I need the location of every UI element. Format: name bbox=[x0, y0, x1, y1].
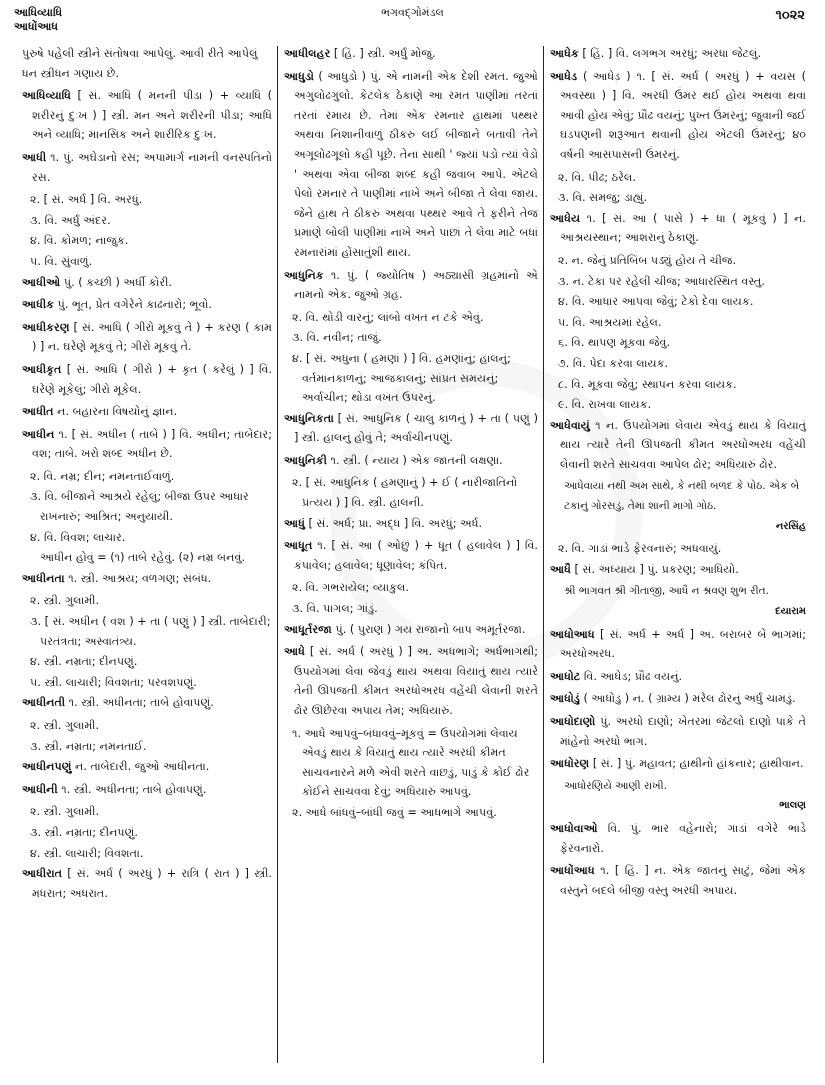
definition: ૧. સ્ત્રી. આશ્રય; વળગણ; સંબંધ. bbox=[64, 571, 212, 585]
dictionary-entry bbox=[22, 864, 272, 903]
headword: આધીનતા bbox=[22, 571, 65, 585]
dictionary-entry bbox=[284, 620, 538, 640]
sense: ૩. [ સં. અધીન ( વશ ) + તા ( પણું ) ] સ્ત્રી. તાબેદારી; પરતંત્રતા; અસ્વાતંત્ર્ય. bbox=[30, 615, 271, 648]
sense: ૨. સ્ત્રી. ગુલામી. bbox=[30, 594, 100, 608]
dictionary-entry bbox=[550, 754, 806, 774]
definition: [ સં. અર્ધ + અર્ધ ] અ. બરાબર બે ભાગમાં; અરધોઅરધ. bbox=[560, 627, 806, 661]
sense: ૩. વિ. નવીન; તાજું. bbox=[292, 331, 382, 345]
continued-text: પુરુષે પહેલી સ્ત્રીને સંતોષવા આપેલું. આવી રીતે આપેલું ધન સ્ત્રીધન ગણાય છે. bbox=[22, 47, 258, 80]
sense: ૭. વિ. પેદા કરવા લાયક. bbox=[558, 356, 669, 370]
headword: આધોંઆધ bbox=[550, 864, 595, 878]
dictionary-entry bbox=[284, 266, 538, 305]
sense: ૨. વિ. પીઢ; ઠરેલ. bbox=[558, 170, 636, 184]
column-3 bbox=[550, 44, 806, 1077]
sense: ૩. વિ. પાગલ; ગાંડું. bbox=[292, 602, 378, 616]
guide-word-last: આધોંઆધ bbox=[14, 20, 58, 33]
definition: [ સં. અર્ધ ( અરધું ) + રાત્રિ ( રાત ) ] સ્ત્રી. મધરાત; અધરાત. bbox=[32, 867, 272, 900]
dictionary-entry bbox=[550, 67, 806, 165]
dictionary-entry bbox=[22, 318, 272, 357]
dictionary-entry bbox=[550, 689, 806, 709]
headword: આધી bbox=[22, 150, 47, 164]
definition: પું. ભૂત, પ્રેત વગેરેને કાઢનારો; ભૂવો. bbox=[54, 298, 212, 312]
definition: [ સં. અર્ધ; પ્રા. અદ્ધ ] વિ. અરધું; અર્ધ. bbox=[304, 516, 483, 530]
headword: આધૈ bbox=[550, 562, 571, 576]
sense: ૨. ન. જેનું પ્રતિબિંબ પડ્યું હોય તે ચીજ. bbox=[558, 253, 737, 267]
headword: આધૂર્તરજા bbox=[284, 622, 332, 636]
definition: [ હિં. ] વિ. લગભગ અરધું; અરધા જેટલું. bbox=[578, 47, 762, 60]
guide-word-first: આધિવ્યાધિ bbox=[14, 6, 63, 19]
sense: ૨. [ સં. અર્ધ ] વિ. અરધું. bbox=[30, 193, 143, 207]
dictionary-entry bbox=[550, 416, 806, 475]
definition: ૧. [ સં. અધીન ( તાબે ) ] વિ. અધીન; તાબેદાર; વશ; તાબે. ખરો શબ્દ અધીન છે. bbox=[32, 427, 272, 461]
definition: ન. બહારના વિષયોનું જ્ઞાન. bbox=[53, 405, 178, 419]
definition: ૧. સ્ત્રી. અધીનતા; તાબે હોવાપણું. bbox=[57, 782, 207, 796]
dictionary-entry bbox=[22, 148, 272, 187]
headword: આધે bbox=[284, 645, 305, 659]
definition: [ હિં. ] સ્ત્રી. અર્ધું મોજું. bbox=[330, 47, 436, 60]
headword: આધીલહર bbox=[284, 47, 331, 60]
headword: આધીક bbox=[22, 298, 55, 312]
definition: ૧. સ્ત્રી. ( ન્યાય ) એક જાતની લક્ષણા. bbox=[326, 453, 503, 467]
sense: ૩. વિ. સમજુ; ડાહ્યું. bbox=[558, 191, 648, 205]
definition: ૧. [ સં. આ ( ઓછું ) + ધૂત ( હલાવેલ ) ] વિ. કંપાવેલ; હલાવેલ; ધૂણાવેલ; કંપિત. bbox=[294, 539, 538, 572]
headword: આધૂત bbox=[284, 539, 313, 553]
dictionary-entry bbox=[284, 536, 538, 575]
definition: [ સં. અધ્યાય ] પું. પ્રકરણ; આધિયો. bbox=[570, 562, 739, 576]
sense: ૫. વિ. આશ્રયમાં રહેલ. bbox=[558, 315, 662, 329]
dictionary-entry bbox=[550, 861, 806, 900]
definition: પું. ( પુરાણ ) ગય રાજાનો બાપ અમૂર્તરજા. bbox=[331, 622, 526, 636]
dictionary-entry bbox=[22, 86, 272, 145]
headword: આધીરાત bbox=[22, 867, 63, 881]
sense: ૨. વિ. થોડી વારનું; લાંબો વખત ન ટકે એવું. bbox=[292, 310, 484, 324]
headword: આધીની bbox=[22, 782, 58, 796]
citation-quote: શ્રી ભાગવત શ્રી ગીતાજી, આધૈ ન શ્રવણ શુભ રીત. bbox=[564, 585, 769, 598]
sense: ૨. સ્ત્રી. ગુલામી. bbox=[30, 805, 100, 819]
headword: આધુનિકી bbox=[284, 453, 327, 467]
headword: આધેવાયું bbox=[550, 418, 590, 432]
headword: આધીનતી bbox=[22, 696, 66, 710]
sense: ૪. વિ. કોમળ; નાજુક. bbox=[30, 234, 129, 248]
sense: ૩. સ્ત્રી. નમ્રતા; નમનતાઈ. bbox=[30, 739, 147, 753]
definition: [ સં. અર્ધ ( અરધું ) ] અ. અધભાગે; અર્ધભાગથી; ઉપયોગમાં લેવા જેવડું થાય અથવા વિયાતું થાય ત્યારે તેની ઊપજતી કીમત અરધોઅરધ વહેંચી લેવાની શરતે ઢોર ઊછેરવા અપાય તેમ; અધિયારું. bbox=[294, 645, 538, 717]
idiom: આધીન હોવું = (૧) તાબે રહેવું. (૨) નમ્ર બનવું. bbox=[40, 551, 246, 565]
headword: આધીકૃત bbox=[22, 362, 62, 376]
sense: ૪. સ્ત્રી. લાચારી; વિવશતા. bbox=[30, 846, 144, 860]
definition: ૧. સ્ત્રી. અધીનતા; તાબે હોવાપણું. bbox=[65, 696, 214, 710]
headword: આધીન bbox=[22, 427, 55, 441]
definition: પું. અરધો દાણો; ખેતરમાં જેટલો દાણો પાકે તે માંહેનો અરધો ભાગ. bbox=[560, 715, 806, 748]
column-divider bbox=[543, 46, 544, 1063]
dictionary-entry bbox=[284, 451, 538, 471]
definition: [ સં. આધિ ( મનની પીડા ) + વ્યાધિ ( શરીરનું દુઃખ ) ] સ્ત્રી. મન અને શરીરની પીડા; આધિ અને વ્યાધિ; માનસિક અને શારીરિક દુઃખ. bbox=[32, 89, 272, 142]
headword: આધોવાઓ bbox=[550, 821, 598, 835]
dictionary-entry bbox=[22, 757, 272, 777]
sense: ૨. વિ. ગાડાં ભાડે ફેરવનારું; અધવાયું. bbox=[558, 542, 722, 556]
column-2 bbox=[284, 44, 538, 1077]
sense: ૨. વિ. નમ્ર; દીન; નમનતાઈવાળું. bbox=[30, 469, 175, 483]
dictionary-entry bbox=[550, 819, 806, 858]
definition: [ સં. આધિ ( ગીરો ) + કૃત ( કરેલું ) ] વિ. ઘરેણે મૂકેલું; ગીરો મૂકેલ. bbox=[32, 362, 272, 396]
headword: આધેક bbox=[550, 47, 579, 60]
sense: ૫. વિ. સુંવાળું. bbox=[30, 254, 93, 268]
sense: ૪. [ સં. અધુના ( હમણાં ) ] વિ. હમણાંનું; હાલનું; વર્તમાનકાળનું; આજકાલનું; સાંપ્રત સમયનું; અર્વાચીન; થોડા વખત ઉપરનું. bbox=[292, 351, 511, 405]
headword: આધીનપણું bbox=[22, 760, 72, 774]
headword: આધેડ bbox=[550, 69, 578, 83]
sense: ૪. વિ. આધાર આપવા જેવું; ટેકો દેવા લાયક. bbox=[558, 295, 754, 309]
headword: આધેય bbox=[550, 211, 581, 225]
headword: આધોટ bbox=[550, 669, 581, 683]
headword: આધુનિકતા bbox=[284, 411, 334, 425]
definition: [ સં. આધુનિક ( ચાલુ કાળનું ) + તા ( પણું ) ] સ્ત્રી. હાલનું હોવું તે; અર્વાચીનપણું. bbox=[294, 411, 538, 445]
dictionary-entry bbox=[22, 425, 272, 464]
dictionary-entry bbox=[22, 402, 272, 422]
sense: ૯. વિ. રાખવા લાયક. bbox=[558, 398, 652, 412]
dictionary-entry bbox=[284, 514, 538, 534]
sense: ૬. વિ. થાપણ મૂકવા જેવું. bbox=[558, 336, 671, 350]
sense: ૫. સ્ત્રી. લાચારી; વિવશતા; પરવશપણું. bbox=[30, 675, 197, 689]
definition: [ સં. ] પું. મહાવત; હાથીનો હાંકનાર; હાથીવાન. bbox=[589, 757, 804, 771]
headword: આધીત bbox=[22, 405, 54, 419]
definition: ( આધોડુ ) ન. ( ગ્રામ્ય ) મરેલ ઢોરનું અર્ધું ચામડું. bbox=[579, 692, 796, 706]
dictionary-entry bbox=[22, 360, 272, 399]
dictionary-entry bbox=[22, 569, 272, 589]
sense: ૪. વિ. વિવશ; લાચાર. bbox=[30, 530, 126, 544]
dictionary-entry bbox=[284, 44, 538, 64]
dictionary-entry bbox=[22, 273, 272, 293]
page-number: ૧૦૨૨ bbox=[775, 8, 805, 23]
headword: આધુનિક bbox=[284, 268, 324, 282]
definition: વિ. આધેડ; પ્રૌઢ વયનું. bbox=[580, 669, 683, 683]
dictionary-entry bbox=[550, 209, 806, 248]
column-1 bbox=[22, 44, 272, 1077]
sense: ૩. ન. ટેકા પર રહેલી ચીજ; આધારસ્થિત વસ્તુ. bbox=[558, 274, 765, 288]
sense: ૮. વિ. મૂકવા જેવું; સ્થાપન કરવા લાયક. bbox=[558, 377, 737, 391]
citation-author: ભાલણ bbox=[779, 800, 806, 812]
dictionary-entry bbox=[284, 409, 538, 448]
citation-author: નરસિંહ bbox=[775, 520, 806, 532]
citation-quote: આધોરણિયે આણી રાખી. bbox=[564, 779, 668, 792]
headword: આધોદાણો bbox=[550, 715, 596, 728]
definition: ૧ ન. ઉપયોગમાં લેવાય એવડું થાય કે વિયાતું થાય ત્યારે તેની ઊપજતી કીમત અરધોઅરધ વહેંચી લેવાની શરતે સાચવવા આપેલ ઢોર; અધિયારું ઢોર. bbox=[560, 418, 806, 471]
dictionary-entry bbox=[550, 44, 806, 64]
sense: ૨. સ્ત્રી. ગુલામી. bbox=[30, 719, 100, 732]
book-title: ભગવદ્ગોમંડલ bbox=[381, 6, 444, 19]
dictionary-entry bbox=[22, 693, 272, 713]
definition: ૧. [ સં. આ ( પાસે ) + ધા ( મૂકવું ) ] ન. આશ્રયસ્થાન; આશરાનું ઠેકાણું. bbox=[560, 211, 806, 245]
headword: આધિવ્યાધિ bbox=[22, 89, 71, 103]
dictionary-entry bbox=[22, 295, 272, 315]
sense: ૨. [ સં. આધુનિક ( હમણાનું ) + ઈ ( નારીજાતિનો પ્રત્યય ) ] વિ. સ્ત્રી. હાલની. bbox=[292, 476, 518, 510]
definition: ( આધુડો ) પું. એ નામની એક દેશી રમત. જુઓ અગુલોઢગુલો. કેટલેક ઠેકાણે આ રમત પાણીમાં તરતાં તરતાં રમાય છે. તેમાં એક રમનાર હાથમાં પથ્થર અથવા નિશાનીવાળું ઠીકરું લઈ બીજાને બતાવી તેને અગૂલોઢગૂલો કહી પૂછે. તેના સાથી ' જ્યાં પડો ત્યાં વેડો ' અથવા એવા બીજા શબ્દ કહી જવાબ આપે. એટલે પેલો રમનાર તે પાણીમાં નાખે અને બીજા તે લેવા જાય. જેને હાથ તે ઠીકરું અથવા પથ્થર આવે તે ફરીને તેજ પ્રમાણે બોલી પાણીમાં નાખે અને પાછાં તે લેવા માટે બધાં રમનારાંમાં હોંસાતુંશી થાય. bbox=[294, 69, 538, 259]
sense: ૪. સ્ત્રી. નમ્રતા; દીનપણું. bbox=[30, 655, 138, 669]
sense: ૩. વિ. બીજાને આશ્રયે રહેલું; બીજા ઉપર આધાર રાખનારું; આશ્રિત; અનુયાયી. bbox=[30, 490, 249, 524]
dictionary-entry bbox=[550, 712, 806, 751]
column-divider bbox=[277, 46, 278, 1063]
sense: ૨. આધે બાંધવું–બાંધી જવું = આધભાગે આપવું. bbox=[292, 805, 497, 819]
dictionary-entry bbox=[284, 642, 538, 720]
headword: આધીઓ bbox=[22, 275, 61, 289]
dictionary-entry bbox=[550, 625, 806, 664]
sense: ૩. સ્ત્રી. નમ્રતા; દીનપણું. bbox=[30, 825, 138, 839]
definition: ૧. [ હિં. ] ન. એક જાતનું સાટું, જેમાં એક વસ્તુને બદલે બીજી વસ્તુ અરધી અપાય. bbox=[560, 864, 806, 897]
definition: ( આધેડ઼ ) ૧. [ સં. અર્ધ ( અરધું ) + વયસ ( અવસ્થા ) ] વિ. અરધી ઉંમર થઈ હોય અથવા થવા આવી હોય એવું; પ્રૌઢ વયનું; પુખ્ત ઉંમરનું; જુવાની જઈ ઘડપણની શરૂઆત થવાની હોય એટલી ઉંમરનું; ૪૦ વર્ષની આસપાસની ઉંમરનું. bbox=[560, 69, 806, 161]
definition: ૧. પું. ( જ્યોતિષ ) અઠ્યાસી ગ્રહમાંનો એ નામનો એક. જુઓ ગ્રહ. bbox=[294, 268, 538, 302]
definition: [ સં. આધિ ( ગીરો મૂકવું તે ) + કરણ ( કામ ) ] ન. ઘરેણે મૂકવું તે; ગીરો મૂકવું તે. bbox=[32, 320, 272, 354]
headword: આધીકરણ bbox=[22, 320, 70, 334]
definition: ૧. પું. અઘેડાનો રસ; અપામાર્ગ નામની વનસ્પતિનો રસ. bbox=[32, 150, 272, 184]
headword: આધોરણ bbox=[550, 757, 590, 771]
citation-author: દયારામ bbox=[775, 606, 806, 618]
sense: ૩. વિ. અર્ધું અંદર. bbox=[30, 213, 111, 227]
headword: આધું bbox=[284, 516, 305, 530]
headword: આધોડું bbox=[550, 692, 580, 706]
definition: વિ. પું. ભાર વહેનારો; ગાડાં વગેરે ભાડે ફેરવનારો. bbox=[560, 821, 806, 855]
headword: આધોઆધ bbox=[550, 627, 595, 641]
dictionary-entry bbox=[284, 67, 538, 263]
dictionary-entry bbox=[22, 780, 272, 800]
sense: ૨. વિ. ગભરાયેલ; વ્યાકુલ. bbox=[292, 581, 409, 595]
definition: ન. તાબેદારી. જુઓ આધીનતા. bbox=[71, 760, 210, 774]
headword: આધુડો bbox=[284, 69, 314, 83]
dictionary-entry bbox=[550, 667, 806, 687]
citation-quote: આધેવાયાં નથી અમ સાથે, કે નથી બળદ કે પોઠ. એક બે ટકાનું ગોરસડું, તેમાં શાની માગો ગોઠ. bbox=[564, 480, 800, 513]
definition: પું. ( કચ્છી ) અર્ધી કોરી. bbox=[60, 275, 172, 289]
sense: ૧. આધે આપવું–બંધાવવું–મૂકવું = ઉપયોગમાં લેવાય એવડું થાય કે વિયાતું થાય ત્યારે અરધી કીમત સાચવનારને મળે એવી શરતે વાછડું, પાડું કે કોઈ ઢોર કોઈને સાચવવા દેવું; અધિયારું આપવું. bbox=[292, 726, 530, 799]
dictionary-entry bbox=[550, 560, 806, 580]
